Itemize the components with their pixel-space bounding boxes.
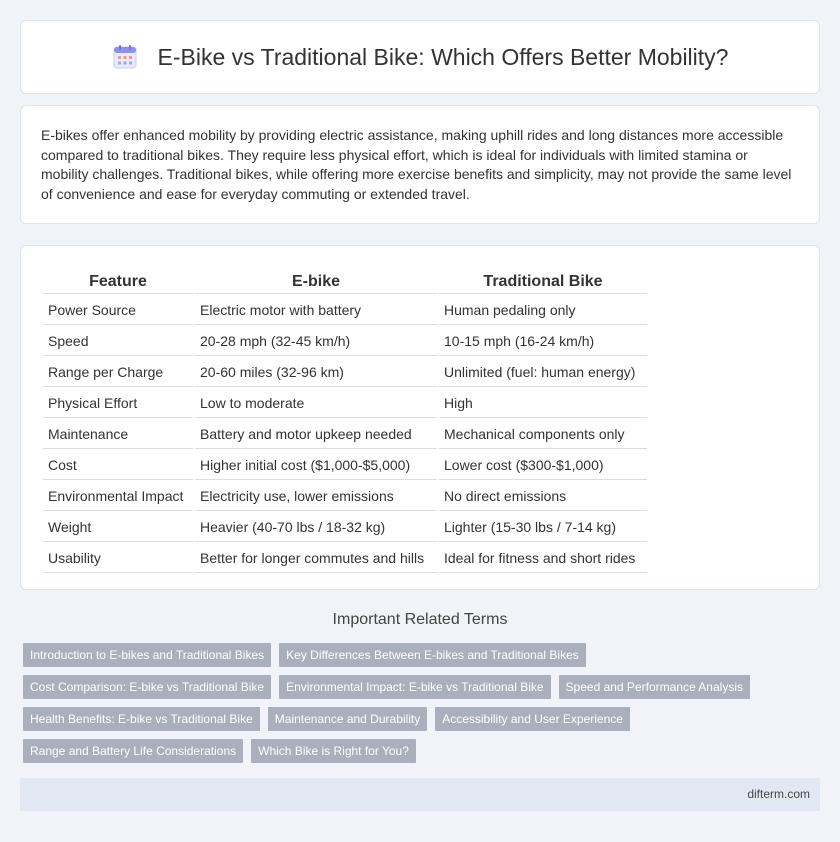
table-cell: Cost [43, 451, 193, 480]
related-term-tag[interactable]: Accessibility and User Experience [435, 707, 630, 731]
table-cell: Physical Effort [43, 389, 193, 418]
related-terms-row [23, 675, 803, 699]
column-header: E-bike [195, 268, 437, 294]
related-terms-row [23, 739, 803, 763]
column-header: Traditional Bike [439, 268, 647, 294]
table-cell: Battery and motor upkeep needed [195, 420, 437, 449]
comparison-table [41, 266, 649, 575]
table-cell: Maintenance [43, 420, 193, 449]
table-cell: No direct emissions [439, 482, 647, 511]
table-header-row [43, 268, 647, 294]
table-body [43, 296, 647, 573]
table-row [43, 296, 647, 325]
page-title: E-Bike vs Traditional Bike: Which Offers Better Mobility? [157, 43, 729, 70]
related-term-tag[interactable]: Speed and Performance Analysis [559, 675, 750, 699]
table-cell: Better for longer commutes and hills [195, 544, 437, 573]
table-cell: High [439, 389, 647, 418]
related-terms-title: Important Related Terms [332, 611, 508, 628]
table-cell: 10-15 mph (16-24 km/h) [439, 327, 647, 356]
comparison-table-card [20, 245, 820, 590]
table-cell: Range per Charge [43, 358, 193, 387]
related-term-tag[interactable]: Which Bike is Right for You? [251, 739, 416, 763]
table-row [43, 544, 647, 573]
table-cell: Power Source [43, 296, 193, 325]
table-cell: Electricity use, lower emissions [195, 482, 437, 511]
table-cell: Environmental Impact [43, 482, 193, 511]
table-cell: Lower cost ($300-$1,000) [439, 451, 647, 480]
table-cell: Speed [43, 327, 193, 356]
related-term-tag[interactable]: Key Differences Between E-bikes and Traditional Bikes [279, 643, 586, 667]
related-term-tag[interactable]: Health Benefits: E-bike vs Traditional Bike [23, 707, 260, 731]
related-term-tag[interactable]: Maintenance and Durability [268, 707, 427, 731]
table-cell: Ideal for fitness and short rides [439, 544, 647, 573]
table-cell: Mechanical components only [439, 420, 647, 449]
table-cell: Heavier (40-70 lbs / 18-32 kg) [195, 513, 437, 542]
table-row [43, 389, 647, 418]
related-term-tag[interactable]: Cost Comparison: E-bike vs Traditional Bike [23, 675, 271, 699]
related-term-tag[interactable]: Range and Battery Life Considerations [23, 739, 243, 763]
table-cell: 20-60 miles (32-96 km) [195, 358, 437, 387]
related-terms-row [23, 643, 803, 667]
table-cell: Weight [43, 513, 193, 542]
header-card [20, 20, 820, 94]
calendar-icon [112, 44, 138, 70]
table-row [43, 513, 647, 542]
table-cell: Higher initial cost ($1,000-$5,000) [195, 451, 437, 480]
table-cell: Unlimited (fuel: human energy) [439, 358, 647, 387]
summary-card [20, 105, 820, 224]
table-row [43, 358, 647, 387]
column-header: Feature [43, 268, 193, 294]
table-cell: Electric motor with battery [195, 296, 437, 325]
related-terms-row [23, 707, 803, 731]
summary-text: E-bikes offer enhanced mobility by providing electric assistance, making uphill rides and long distances more accessible compared to traditional bikes. They require less physical effort, which is ideal for individuals with limited stamina or mobility challenges. Traditional bikes, while offering more exercise benefits and simplicity, may not provide the same level of convenience and ease for everyday commuting or extended travel. [41, 127, 792, 202]
table-cell: 20-28 mph (32-45 km/h) [195, 327, 437, 356]
footer [20, 778, 820, 811]
related-terms-list [23, 643, 803, 771]
related-term-tag[interactable]: Environmental Impact: E-bike vs Traditional Bike [279, 675, 550, 699]
table-row [43, 420, 647, 449]
table-cell: Usability [43, 544, 193, 573]
table-cell: Human pedaling only [439, 296, 647, 325]
related-term-tag[interactable]: Introduction to E-bikes and Traditional Bikes [23, 643, 271, 667]
table-cell: Lighter (15-30 lbs / 7-14 kg) [439, 513, 647, 542]
table-cell: Low to moderate [195, 389, 437, 418]
table-row [43, 482, 647, 511]
table-row [43, 327, 647, 356]
table-row [43, 451, 647, 480]
footer-site[interactable]: difterm.com [747, 787, 810, 801]
